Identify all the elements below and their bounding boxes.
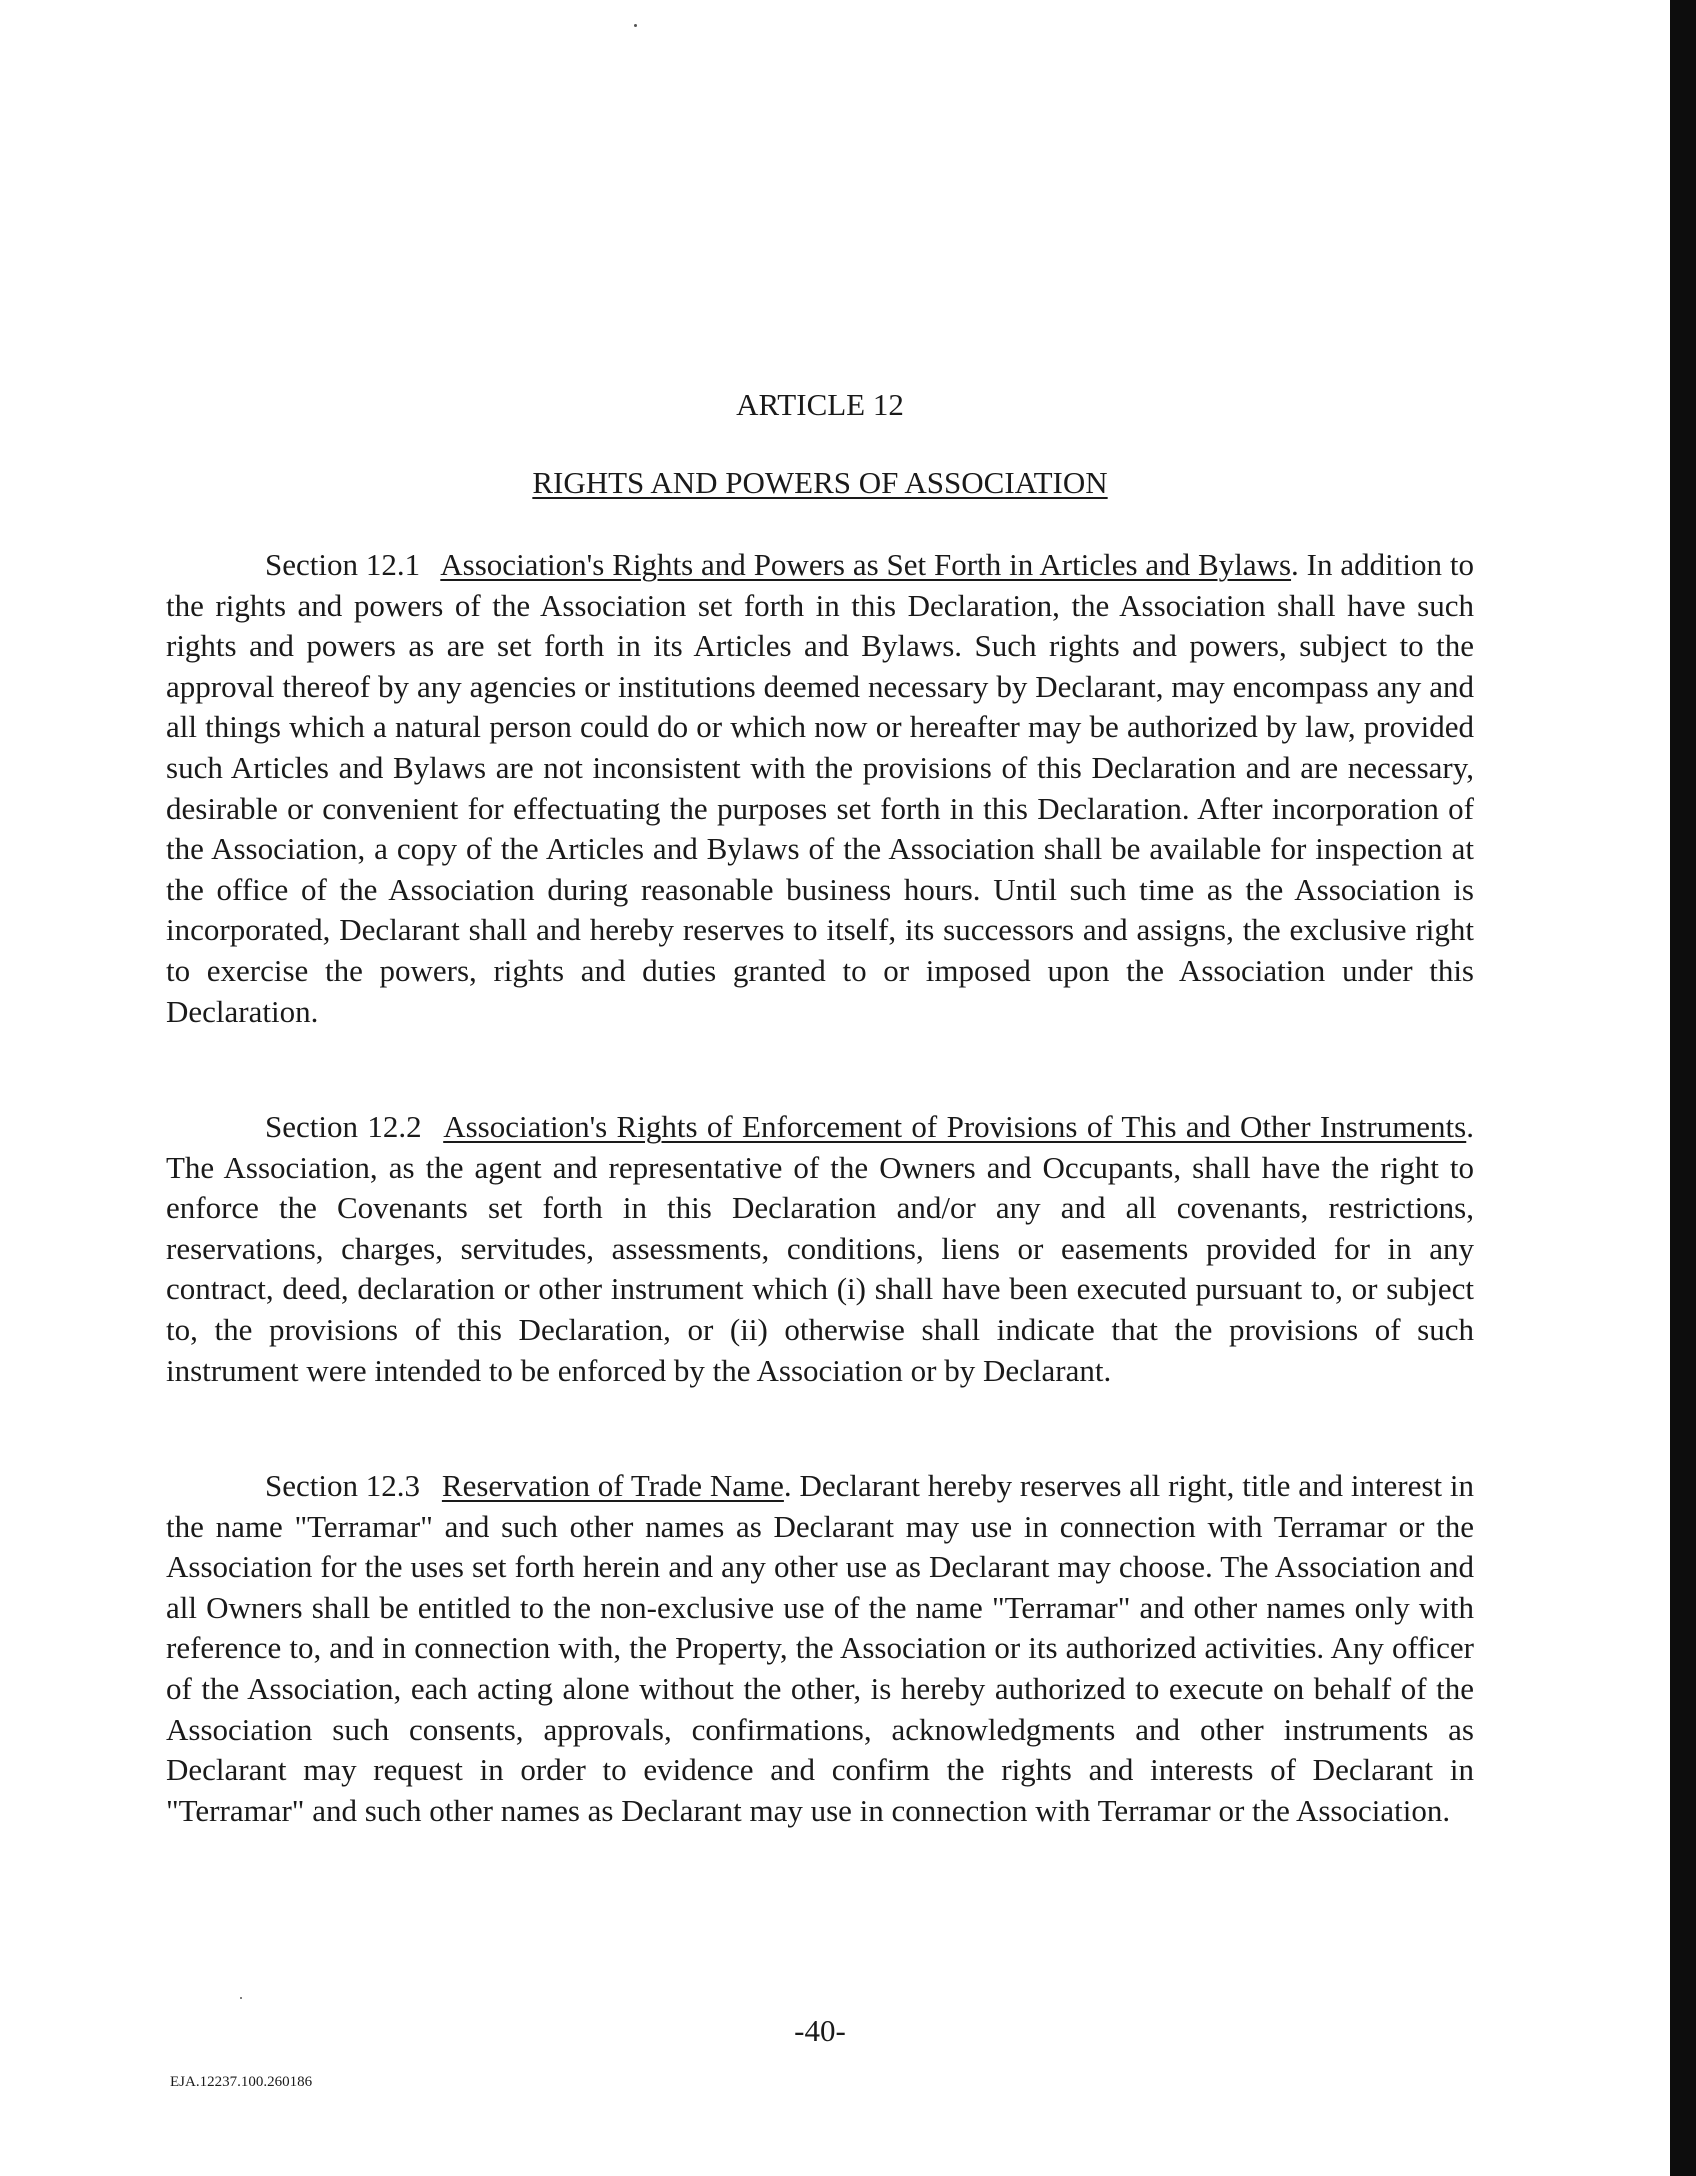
section-heading: Association's Rights of Enforcement of Provisions of This and Other Instruments — [443, 1109, 1467, 1144]
document-page — [166, 0, 1474, 2176]
article-title — [166, 463, 1474, 503]
section-number: Section 12.1 — [265, 547, 421, 582]
document-id: EJA.12237.100.260186 — [170, 2074, 313, 2090]
section-12-2 — [166, 1107, 1474, 1391]
section-body: . Declarant hereby reserves all right, title and interest in the name "Terramar" and such other names as Declarant may use in connection with Terramar or the Association for the uses set forth herein and any other use as Declarant may choose. The Association and all Owners shall be entitled to the non-exclusive use of the name "Terramar" and other names only with reference to, and in connection with, the Property, the Association or its authorized activities. Any officer of the Association, each acting alone without the other, is hereby authorized to execute on behalf of the Association such consents, approvals, confirmations, acknowledgments and other instruments as Declarant may request in order to evidence and confirm the rights and interests of Declarant in "Terramar" and such other names as Declarant may use in connection with Terramar or the Association. — [166, 1468, 1474, 1828]
section-12-1 — [166, 545, 1474, 1032]
section-body: . The Association, as the agent and representative of the Owners and Occupants, shall have the right to enforce the Covenants set forth in this Declaration and/or any and all covenants, restrictions, reservations, charges, servitudes, assessments, conditions, liens or easements provided for in any contract, deed, declaration or other instrument which (i) shall have been executed pursuant to, or subject to, the provisions of this Declaration, or (ii) otherwise shall indicate that the provisions of such instrument were intended to be enforced by the Association or by Declarant. — [166, 1109, 1474, 1388]
section-heading: Association's Rights and Powers as Set Forth in Articles and Bylaws — [440, 547, 1292, 582]
section-number: Section 12.3 — [265, 1468, 421, 1503]
section-body: . In addition to the rights and powers of the Association set forth in this Declaration, the Association shall have such rights and powers as are set forth in its Articles and Bylaws. Such rights and powers, subject to the approval thereof by any agencies or institutions deemed necessary by Declarant, may encompass any and all things which a natural person could do or which now or hereafter may be authorized by law, provided such Articles and Bylaws are not inconsistent with the provisions of this Declaration and are necessary, desirable or convenient for effectuating the purposes set forth in this Declaration. After incorporation of the Association, a copy of the Articles and Bylaws of the Association shall be available for inspection at the office of the Association during reasonable business hours. Until such time as the Association is incorporated, Declarant shall and hereby reserves to itself, its successors and assigns, the exclusive right to exercise the powers, rights and duties granted to or imposed upon the Association under this Declaration. — [166, 547, 1474, 1029]
page-number: -40- — [794, 2013, 846, 2048]
section-number: Section 12.2 — [265, 1109, 422, 1144]
section-12-3 — [166, 1466, 1474, 1831]
article-heading: ARTICLE 12 — [736, 387, 904, 422]
scan-edge-border — [1670, 0, 1696, 2176]
article-title-text: RIGHTS AND POWERS OF ASSOCIATION — [532, 465, 1108, 500]
section-heading: Reservation of Trade Name — [441, 1468, 784, 1503]
